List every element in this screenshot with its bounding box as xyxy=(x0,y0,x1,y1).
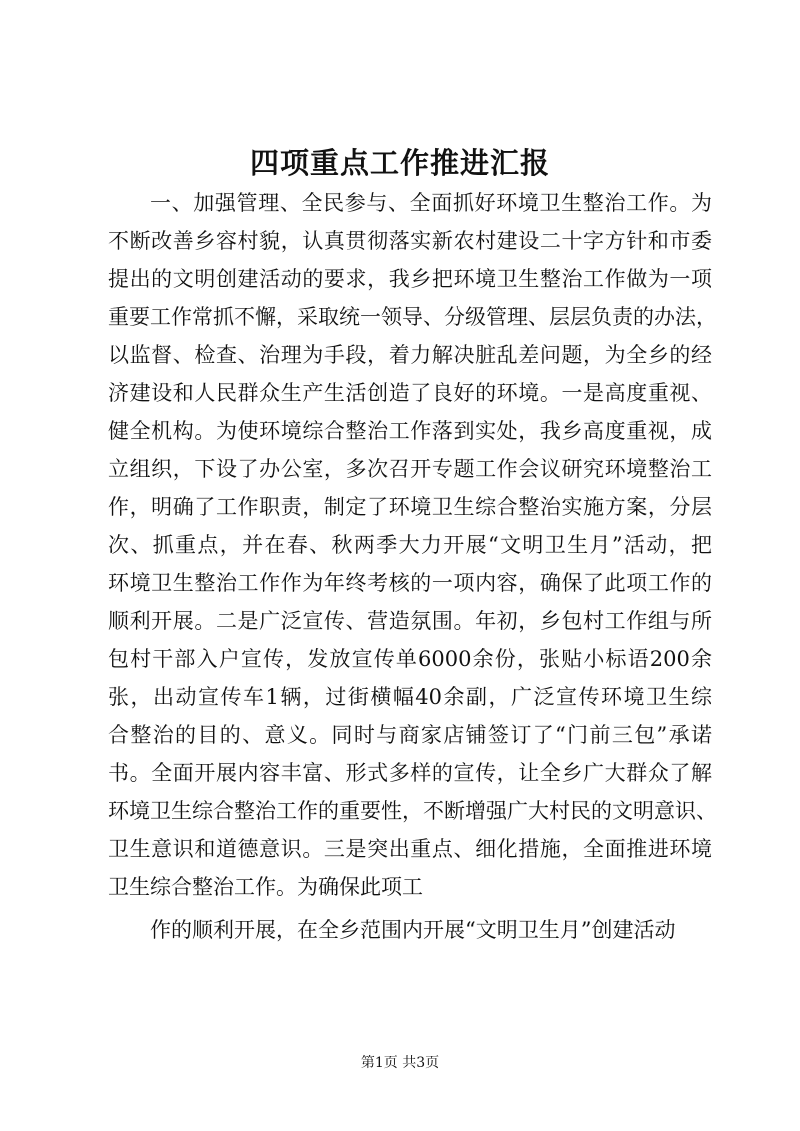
body-line: 环境卫生综合整治工作的重要性，不断增强广大村民的文明意识、 xyxy=(108,799,717,823)
body-line: 一、加强管理、全民参与、全面抓好环境卫生整治工作。为 xyxy=(150,191,712,215)
body-line: 作，明确了工作职责，制定了环境卫生综合整治实施方案，分层 xyxy=(108,495,712,519)
body-line: 作的顺利开展，在全乡范围内开展“文明卫生月”创建活动 xyxy=(150,918,676,942)
body-line: 卫生意识和道德意识。三是突出重点、细化措施，全面推进环境 xyxy=(108,837,712,861)
body-line: 立组织，下设了办公室，多次召开专题工作会议研究环境整治工 xyxy=(108,457,712,481)
body-line: 济建设和人民群众生产生活创造了良好的环境。一是高度重视、 xyxy=(108,381,712,405)
document-title: 四项重点工作推进汇报 xyxy=(249,146,550,180)
body-line: 不断改善乡容村貌，认真贯彻落实新农村建设二十字方针和市委 xyxy=(108,229,712,253)
body-line: 书。全面开展内容丰富、形式多样的宣传，让全乡广大群众了解 xyxy=(108,761,712,785)
body-line: 以监督、检查、治理为手段，着力解决脏乱差问题，为全乡的经 xyxy=(108,343,712,367)
body-line: 重要工作常抓不懈，采取统一领导、分级管理、层层负责的办法， xyxy=(108,305,717,329)
body-line: 合整治的目的、意义。同时与商家店铺签订了“门前三包”承诺 xyxy=(108,723,712,747)
body-line: 卫生综合整治工作。为确保此项工 xyxy=(108,875,423,899)
body-line: 次、抓重点，并在春、秋两季大力开展“文明卫生月”活动，把 xyxy=(108,533,712,557)
body-line: 健全机构。为使环境综合整治工作落到实处，我乡高度重视，成 xyxy=(108,419,712,443)
page-footer: 第1页 共3页 xyxy=(360,1055,440,1071)
body-line: 包村干部入户宣传，发放宣传单6000余份，张贴小标语200余 xyxy=(108,647,712,671)
body-line: 提出的文明创建活动的要求，我乡把环境卫生整治工作做为一项 xyxy=(108,267,712,291)
body-line: 顺利开展。二是广泛宣传、营造氛围。年初，乡包村工作组与所 xyxy=(108,609,712,633)
body-line: 张，出动宣传车1辆，过街横幅40余副，广泛宣传环境卫生综 xyxy=(108,685,712,709)
body-line: 环境卫生整治工作作为年终考核的一项内容，确保了此项工作的 xyxy=(108,571,712,595)
